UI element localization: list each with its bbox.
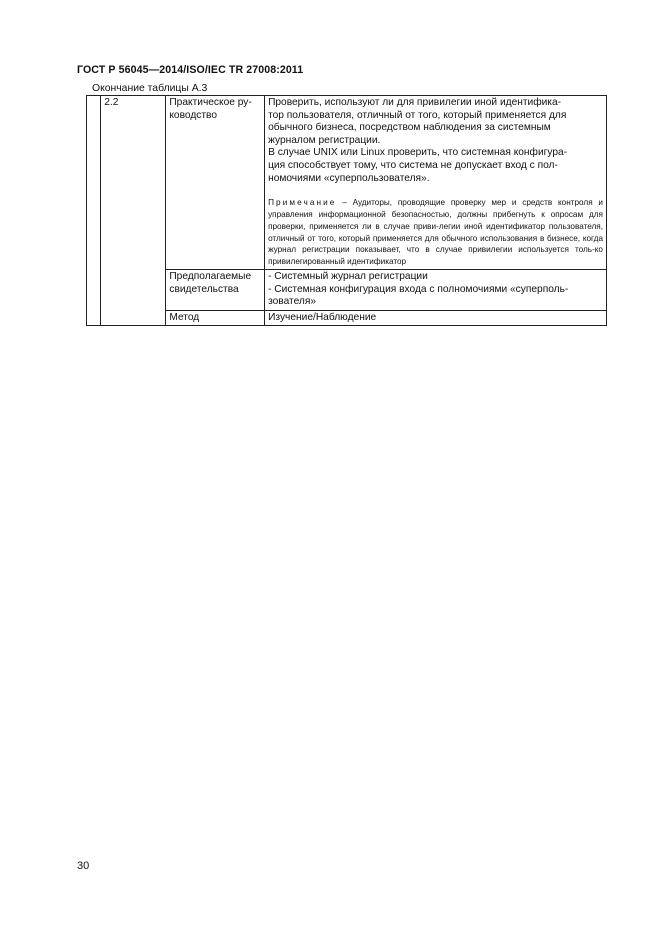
empty-index-cell	[87, 96, 101, 326]
page-number: 30	[77, 860, 90, 872]
evidence-item: - Системный журнал регистрации	[268, 270, 428, 282]
document-header: ГОСТ Р 56045—2014/ISO/IEC TR 27008:2011	[77, 64, 304, 76]
row-content-method	[265, 310, 607, 326]
row-content-guidance	[265, 96, 607, 270]
guidance-paragraph: Проверить, используют ли для привилегии иной идентифика- тор пользователя, отличный от того, который применяется для обычного бизнеса, посредством наблюдения за системным журналом регистрации.	[268, 97, 567, 146]
row-label-evidence	[166, 269, 265, 310]
row-number-cell: 2.2	[101, 96, 166, 326]
table-caption: Окончание таблицы А.3	[92, 83, 208, 94]
row-label-method	[166, 310, 265, 326]
table-row	[87, 96, 607, 270]
row-label-text: Практическое ру- ководство	[169, 97, 252, 121]
guidance-paragraph: В случае UNIX или Linux проверить, что системная конфигура- ция способствует тому, что система не допускает вход с пол- номочиями «суперпользователя».	[268, 147, 568, 184]
note-label: Примечание	[268, 198, 337, 208]
method-text: Изучение/Наблюдение	[268, 311, 377, 323]
continuation-table	[86, 95, 607, 326]
note-block	[268, 197, 603, 268]
row-label-guidance	[166, 96, 265, 270]
note-text: – Аудиторы, проводящие проверку мер и средств контроля и управления информационной безопасностью, должны прибегнуть к опросам для проверки, применяется ли в случае приви-легии иной идентификатор пользователя, отличный от того, который применяется для обычного использования в бизнесе, когда журнал регистрации показывает, что в случае привилегии используется толь-ко привилегированный идентификатор	[268, 198, 603, 267]
row-label-text: Метод	[169, 311, 200, 323]
row-content-evidence	[265, 269, 607, 310]
row-label-text: Предполагаемые свидетельства	[169, 270, 252, 295]
evidence-item: - Системная конфигурация входа с полномочиями «суперполь- зователя»	[268, 283, 569, 308]
